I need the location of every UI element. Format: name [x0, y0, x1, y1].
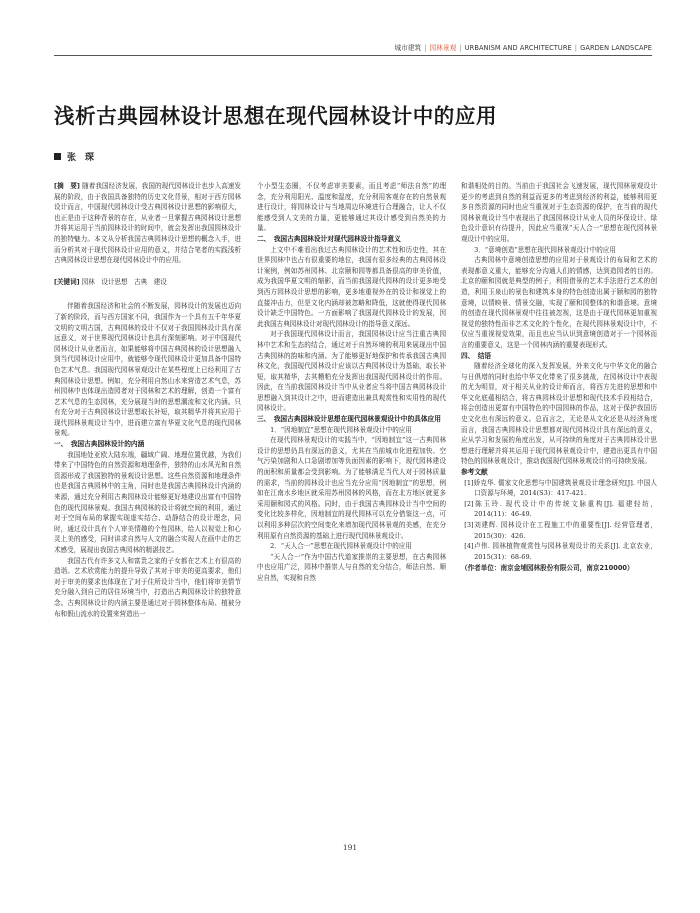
header-section-en-2: GARDEN LANDSCAPE — [580, 44, 652, 52]
author-line — [54, 150, 94, 163]
subsection-2-continued: 和谐相处的目的。当前由于我国社会飞速发展，现代园林景观设计更少的考虑到自然的利益而更多的考虑到经济的利益，能够利用更多自然资源的同时也应当重视对于生态资源的保护，在当前的现代园林景观设计当中表现出了我国园林设计从业人员的环保设计、绿色设计意识有待提升，因此应当重视“天人合一”思想在现代园林景观设计中的应用。 — [461, 182, 657, 243]
section-1-heading: 一、 我国古典园林设计的内涵 — [54, 440, 145, 449]
intro-paragraph: 伴随着我国经济和社会的不断发展，园林设计的发展也迈向了新的阶段，而与西方国家不同，我国作为一个具有五千年华夏文明的文明古国，古典园林的设计不仅对于我国园林设计具有深远意义，对于世界现代园林设计也具有深刻影响。对于中国现代园林设计从业者而言，如果能够将中国古典园林的设计思想融入到当代园林设计应用中，就能够令现代园林设计更加具备中国特色艺术气息。我国现代园林景观设计在某些程度上已经利用了古典园林设计思想。例如，充分利用自然山水来营造艺术气息，苏州园林中也体现出造园者对于园林和艺术的理解，创造一个富有艺术气息的生态园林，充分展现当时的思想潮流和文化内涵。只有充分对于古典园林设计思想取长补短，取其精华并将其应用于现代园林景观设计当中，进而建立富有华夏文化气息的现代园林景观。 — [54, 302, 241, 438]
references-heading: 参考文献 — [461, 468, 488, 477]
section-2-paragraph-2: 对于我国现代园林设计而言，我国园林设计应当注重古典园林中艺术和生态的结合，通过对于自然环境的利用来展现出中国古典园林的韵味和内涵。为了能够更好地保护和传承我国古典园林文化，我国现代园林设计应该以古典园林设计为基础，取长补短，取其精华，去其糟粕充分发挥出我国现代园林设计的作用。因此，在当前我国园林设计当中从业者应当将中国古典园林设计思想融入到其设计之中，进而建造出兼具观赏性和实用性的现代园林设计。 — [257, 330, 446, 413]
header-section-cn-2: 园林景观 — [429, 44, 457, 52]
column-3 — [461, 181, 657, 574]
running-header: 城市建筑 | 园林景观 | URBANISM AND ARCHITECTURE | GARDEN LANDSCAPE — [394, 44, 652, 52]
reference-item: [2]陈玉玲. 现代设计中的传统文脉重构[J]. 福建轻纺，2014(11)：46-49. — [464, 499, 657, 519]
header-section-en-1: URBANISM AND ARCHITECTURE — [464, 44, 572, 52]
column-1 — [54, 181, 241, 619]
keywords-text: 园林 设计思想 古典 建设 — [81, 277, 167, 286]
section-4-heading: 四、 结语 — [461, 351, 492, 360]
author-affiliation: （作者单位：南京金埔园林股份有限公司，南京210000） — [461, 564, 634, 573]
subsection-1-paragraph: 在现代园林景观设计的实践当中，“因地制宜”这一古典园林设计的思想仍具有深远的意义，尤其在当前城市化进程加快、空气污染加剧和人口急剧增加等负面因素的影响下，现代园林建设的面积和质量都会受到影响。为了能够满足当代人对于园林质量的需求，当前的园林设计也应当充分应用“因地制宜”的思想，例如在江南水乡地区就采用苏州园林的风格，而在北方地区就更多采用颐和园式的风格。同时，由于我国古典园林设计当中空间的变化比较多样化，因地制宜的现代园林可以充分借鉴这一点，可以利用多种层次的空间变化来增加现代园林景观的美感，在充分利用原有自然资源的基础上进行现代园林景观设计。 — [257, 436, 446, 540]
author-name: 张 琛 — [67, 153, 95, 163]
references-list — [461, 478, 657, 563]
section-1-continued: 个小型生态圈，不仅考虑审美要素，而且考虑“师法自然”的理念，充分利用阳光、温度和湿度，充分利用客观存在的自然景观进行设计，将园林设计与当地周边环境进行合理融合，让人不仅能感受到人文美的力量，更能够通过其设计感受到自然美的力量。 — [257, 182, 446, 233]
abstract-label: [摘 要] — [54, 182, 80, 190]
article-title: 浅析古典园林设计思想在现代园林设计中的应用 — [54, 104, 498, 128]
abstract — [54, 181, 241, 266]
section-2-paragraph-1: 上文中不难看出我过古典园林设计的艺术性和历史性，其在世界园林中也占有很重要的地位，我国有很多经典的古典园林设计案例，例如苏州园林、北京颐和园等都具备很高的审美价值，成为我国华夏文明的缩影，而当前我国现代园林的设计更多地受到西方园林设计思想的影响，更多地重视外在的设计和视觉上的直接冲击力，但是文化内涵却被忽略和降低，这就使得现代园林设计缺乏中国特色。一方面影响了我国现代园林设计的发展，因此我国古典园林设计对现代园林设计的指导意义深远。 — [257, 245, 446, 328]
abstract-text: 随着我国经济发展，我国的现代园林设计也步入高速发展的阶段，由于我国具备独特的历史文化背景，相对于西方园林设计而言，中国现代园林设计受古典园林设计思想的影响很大，也正是由于这种背景的存在，从业者一旦掌握古典园林设计思想并将其运用于当前园林设计的时间中，就会发挥出我国园林设计的独特魅力。本文从分析我国古典园林设计思想的概念入手，进而分析其对于现代园林设计应用的意义，并结合笔者的实践浅析古典园林设计思想在现代园林设计中的应用。 — [54, 182, 241, 265]
section-1-paragraph-1: 我国地处亚欧大陆东端，疆域广阔、地理位置优越，为我们带来了中国特色的自然资源和地理条件，独特的山水风光和自然资源形成了我国独特的景观设计思想。这些自然资源和地理条件也是我国古典园林中的主角，同时也是我国古典园林设计内涵的来源，通过充分利用古典园林设计能够更好地建设出富有中国特色的现代园林景观。我国古典园林的设计将就空间的利用，通过对于空间布局的掌握实现虚实结合、动静结合的设计理念，同时，通过设计具有个人审美情趣的个性园林，给人以视觉上和心灵上美的感受，同时讲求自然与人文的融合实现人在画中走的艺术感受，展现出我国古典园林的精湛技艺。 — [54, 450, 241, 554]
header-section-cn-1: 城市建筑 — [394, 44, 422, 52]
section-2-heading: 二、 我国古典园林设计对现代园林设计指导意义 — [257, 234, 401, 243]
subsection-1-heading: 1．“因地制宜”思想在现代园林景观设计中的应用 — [270, 425, 412, 434]
reference-item: [3]刘建辉. 园林设计在工程施工中的重要性[J]. 经营管理者，2015(30)：426. — [464, 521, 657, 540]
column-2 — [257, 181, 446, 584]
keywords-label: [关键词] — [54, 277, 80, 286]
subsection-2-paragraph: “天人合一”作为中国古代道家推崇的主要思想，在古典园林中也应用广泛，园林中推崇人与自然的充分结合，师法自然、顺应自然，实现和自然 — [257, 552, 446, 582]
section-4-paragraph: 随着经济全球化的深入发挥发展，外来文化与中华文化的融合与日俱增的同时也给中华文化带来了很多挑战，在园林设计中表现的尤为明显，对于相关从业的设计师而言，将西方先进的思想和中华文化底蕴相结合，将古典园林设计思想和现代技术手段相结合，将会创造出更富有中国特色的中国园林的作品，这对于保护我国历史文化也有深远的意义。总而言之，无论是从文化还是从经济角度而言，我国古典园林设计思想都对现代园林设计具有深远的意义，应从学习和发展的角度出发，从可持续的角度对于古典园林设计思想进行理解并将其运用于现代园林景观设计中，建造出更具有中国特色的园林景观设计，推动我国现代园林景观设计的可持续发展。 — [461, 362, 657, 466]
subsection-3-heading: 3．“意境创造”思想在现代园林景观设计中的应用 — [474, 245, 616, 254]
section-1-paragraph-2: 我国古代有许多文人和富贵之家的子女都在艺术上有很高的造诣。艺术欣赏能力的提升导致了其对于审美的更高要求，他们对于审美的要求也体现在了对于住所设计当中，他们将审美情节充分融入到自己的居住环境当中，打造出古典园林设计的独特意念。古典园林设计的内涵主要是通过对于园林整体布局、植被分布和假山流水的设置来营造出一 — [54, 556, 241, 618]
reference-item: [1]娇克华. 儒家文化思想与中国建筑景观设计理念研究[J]. 中国人口资源与环境，2014(S3)：417-421. — [464, 478, 657, 498]
subsection-2-heading: 2．“天人合一”思想在现代园林景观设计中的应用 — [270, 542, 412, 551]
author-marker-icon — [54, 153, 61, 160]
page-number: 191 — [342, 843, 358, 852]
keywords — [54, 277, 241, 288]
reference-item: [4]卢伟. 园林植物观赏性与园林景观设计的关系[J]. 北京农业，2015(31)：68-69. — [464, 542, 657, 561]
section-3-heading: 三、 我国古典园林设计思想在现代园林景观设计中的具体应用 — [257, 415, 441, 424]
subsection-3-paragraph: 古典园林中意境创造思想的应用对于景观设计的布局和艺术的表现都意义重大，能够充分沟通人们的情感，达到造园者的目的。北京的颐和园就是典型的例子，利用借景的艺术手法进行艺术的创造，利用玉泉山的景色和建筑本身的特色创造出属于颐和园的独特意境，以情映景、情景交融，实现了颐和园整体的和谐意境。意境的创造在现代园林景观中往往被忽视，这是由于现代园林更加重视视觉的独特性而非艺术文化的个性化，在现代园林景观设计中，不仅应当重视视觉效果，而且也应当认识到意境创造对于一个园林而言的重要意义，这是一个园林内涵的重要表现形式。 — [461, 256, 657, 349]
header-divider — [54, 55, 652, 56]
